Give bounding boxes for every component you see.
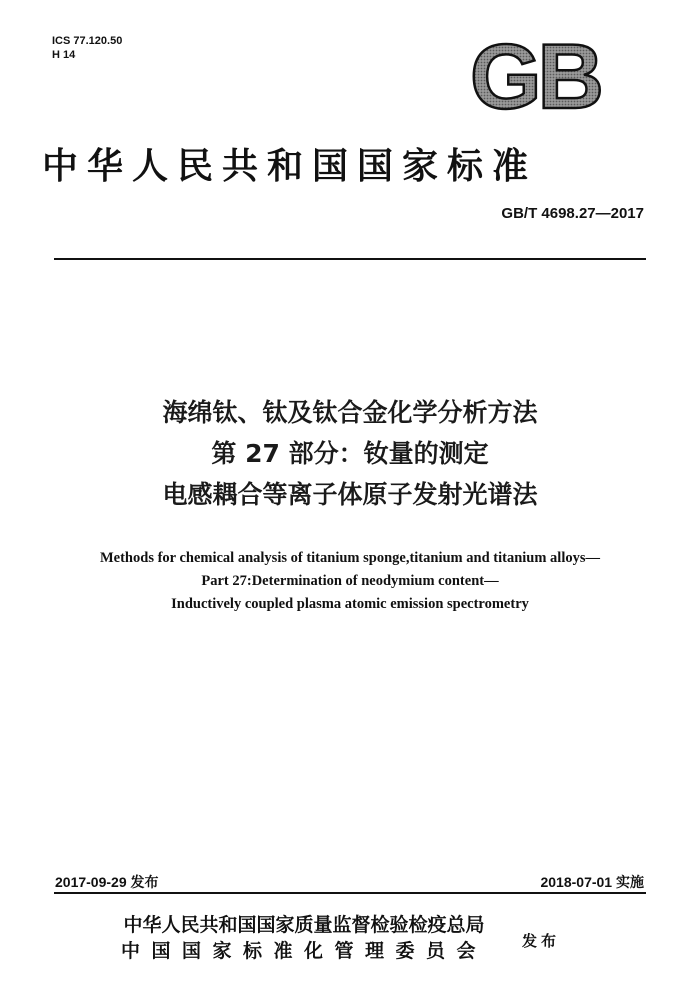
ics-code: ICS 77.120.50 <box>52 35 123 47</box>
ccs-code: H 14 <box>52 49 76 61</box>
chinese-title-line-1: 海绵钛、钛及钛合金化学分析方法 <box>162 398 538 427</box>
effective-date: 2018-07-01 实施 <box>540 874 644 890</box>
top-divider <box>54 258 646 260</box>
english-title-line-3: Inductively coupled plasma atomic emission spectrometry <box>171 596 529 612</box>
gb-logo-text: GB <box>470 40 600 116</box>
english-title <box>0 547 700 616</box>
org-title: 中华人民共和国国家标准 <box>42 146 538 187</box>
chinese-title-line-2: 第 27 部分：钕量的测定 <box>211 439 489 468</box>
english-title-line-2: Part 27:Determination of neodymium content— <box>201 573 499 589</box>
publisher-aqsiq: 中华人民共和国国家质量监督检验检疫总局 <box>123 914 485 936</box>
chinese-title <box>0 392 700 515</box>
standard-number: GB/T 4698.27—2017 <box>501 205 644 222</box>
chinese-title-line-3: 电感耦合等离子体原子发射光谱法 <box>162 480 538 509</box>
bottom-divider <box>54 892 646 894</box>
publishers <box>104 912 504 964</box>
english-title-line-1: Methods for chemical analysis of titanium sponge,titanium and titanium alloys— <box>99 550 601 566</box>
issue-date: 2017-09-29 发布 <box>55 874 159 890</box>
gb-logo <box>462 40 608 116</box>
publisher-sac: 中国国家标准化管理委员会 <box>120 940 487 962</box>
classification-codes <box>52 34 122 62</box>
publish-label: 发布 <box>522 932 561 950</box>
